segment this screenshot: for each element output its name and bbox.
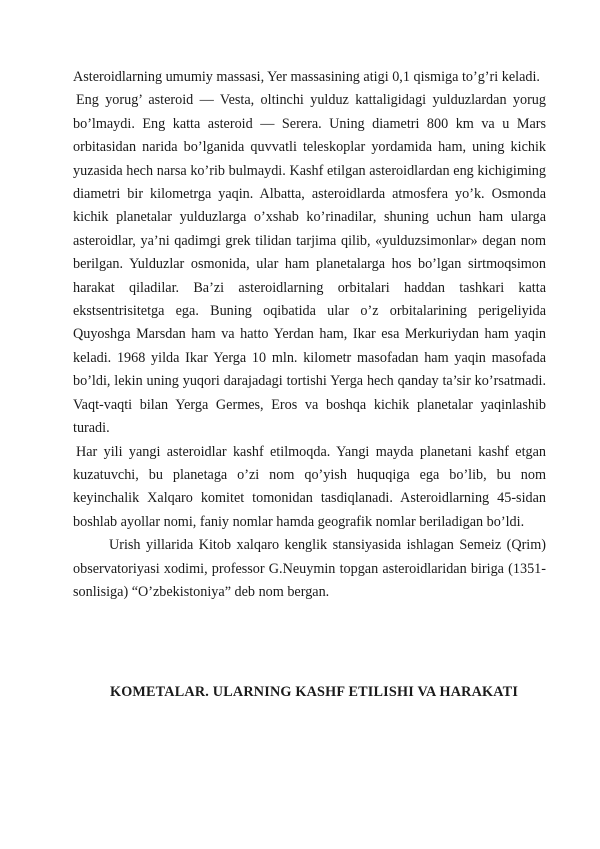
section-heading: KOMETALAR. ULARNING KASHF ETILISHI VA HARAKATI [109, 684, 519, 700]
paragraph-asteroid-mass: Asteroidlarning umumiy massasi, Yer massasining atigi 0,1 qismiga to’g’ri keladi. [73, 69, 540, 85]
paragraph-uzbekistoniya: Urish yillarida Kitob xalqaro kenglik stansiyasida ishlagan Semeiz (Qrim) observatoriyasi xodimi, professor G.Neuymin topgan asteroidlaridan biriga (1351-sonlisiga) “O’zbekistoniya” deb nom bergan. [73, 537, 546, 600]
paragraph-new-asteroids: Har yili yangi asteroidlar kashf etilmoqda. Yangi mayda planetani kashf etgan kuzatuvchi, bu planetaga o’zi nom qo’yish huquqiga ega bo’lib, bu nom keyinchalik Xalqaro komitet tomonidan tasdiqlanadi. Asteroidlarning 45-sidan boshlab ayollar nomi, faniy nomlar hamda geografik nomlar beriladigan bo’ldi. [73, 443, 546, 530]
paragraph-vesta-serera: Eng yorug’ asteroid — Vesta, oltinchi yulduz kattaligidagi yulduzlardan yorug bo’lmaydi. Eng katta asteroid — Serera. Uning diametri 800 km va u Mars orbitasidan narida bo’lganida quvvatli teleskoplar yordamida ham, uning kichik yuzasida hech narsa ko’rib bulmaydi. Kashf etilgan asteroidlardan eng kichigiming diametri bir kilometrga yaqin. Albatta, asteroidlarda atmosfera yo’k. Osmonda kichik planetalar yulduzlarga o’xshab ko’rinadilar, shuning uchun ham ularga asteroidlar, ya’ni qadimgi grek tilidan tarjima qilib, «yulduzsimonlar» degan nom berilgan. Yulduzlar osmonida, ular ham planetalarga hos bo’lgan sirtmoqsimon harakat qiladilar. Ba’zi asteroidlarning orbitalari haddan tashkari katta ekstsentrisitetga ega. Buning oqibatida ular o’z orbitalarining perigeliyida Quyoshga Marsdan ham va hatto Yerdan ham, Ikar esa Merkuriydan ham yaqin keladi. 1968 yilda Ikar Yerga 10 mln. kilometr masofadan ham yaqin masofada bo’ldi, lekin uning yuqori darajadagi tortishi Yerga hech qanday ta’sir ko’rsatmadi. Vaqt-vaqti bilan Yerga Germes, Eros va boshqa kichik planetalar yaqinlashib turadi. [73, 92, 546, 437]
